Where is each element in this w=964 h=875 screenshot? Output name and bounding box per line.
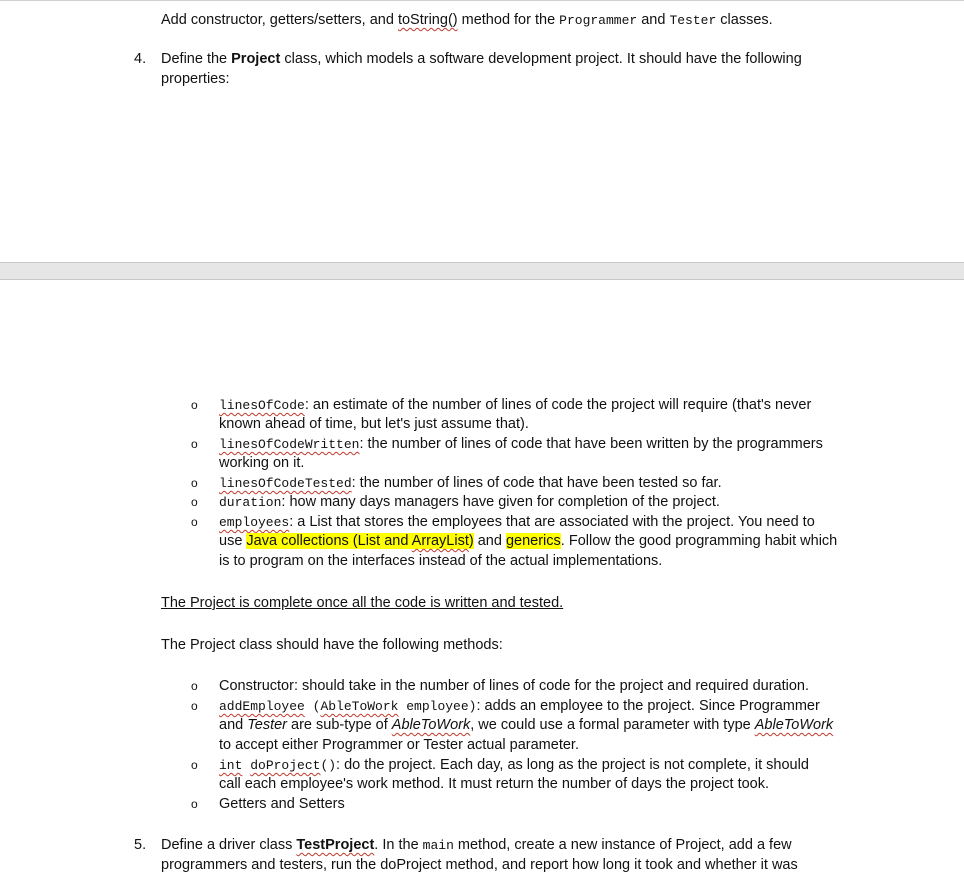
item-4-number: 4. [134, 51, 147, 67]
bullet-icon: o [191, 476, 198, 490]
page-break [0, 262, 964, 280]
method-add-employee-line3: to accept either Programmer or Tester actual parameter. [219, 737, 579, 753]
code-term: int [219, 758, 243, 773]
bullet-icon: o [191, 679, 198, 693]
code-term: linesOfCodeTested [219, 476, 352, 491]
item-4-line1 [161, 50, 802, 69]
property-duration [219, 493, 720, 512]
property-lines-of-code [219, 396, 811, 415]
text: use [219, 533, 247, 549]
item-5-number: 5. [134, 837, 147, 853]
method-add-employee-line2 [219, 716, 833, 735]
text: Define a driver class [161, 837, 297, 853]
text: method for the [457, 12, 560, 28]
bullet-icon: o [191, 797, 198, 811]
text: and [637, 12, 670, 28]
text: : the number of lines of code that have been written by the programmers [359, 436, 823, 452]
tester-code: Tester [669, 13, 717, 28]
text: : do the project. Each day, as long as the project is not complete, it should [336, 757, 809, 773]
bullet-icon: o [191, 398, 198, 412]
item-4-line2: properties: [161, 71, 230, 87]
text: . In the [374, 837, 423, 853]
property-employees-line2 [219, 532, 837, 551]
text: class, which models a software development project. It should have the following [280, 51, 802, 67]
item-5-line1 [161, 836, 792, 855]
bullet-icon: o [191, 495, 198, 509]
bullet-icon: o [191, 758, 198, 772]
text: and [219, 717, 248, 733]
text: : the number of lines of code that have been tested so far. [351, 475, 722, 491]
code-term: duration [219, 495, 282, 510]
code-term: doProject [250, 758, 321, 773]
text: : a List that stores the employees that are associated with the project. You need to [289, 514, 815, 530]
project-bold: Project [231, 51, 281, 67]
code-term: employee) [398, 699, 477, 714]
tester-italic: Tester [247, 717, 287, 733]
text: ) [468, 533, 474, 549]
text: : how many days managers have given for completion of the project. [281, 494, 720, 510]
bullet-icon: o [191, 515, 198, 529]
top-line [161, 11, 773, 30]
property-lines-written [219, 435, 823, 454]
highlight-generics: generics [505, 533, 561, 549]
tostring-term: toString() [397, 12, 458, 28]
code-term: addEmployee [219, 699, 305, 714]
text: : an estimate of the number of lines of code the project will require (that's never [304, 397, 812, 413]
property-employees [219, 513, 815, 532]
method-do-project-line2: call each employee's work method. It must return the number of days the project took. [219, 776, 770, 792]
text: classes. [716, 12, 773, 28]
arraylist-term: ArrayList [411, 533, 469, 549]
method-constructor: Constructor: should take in the number of lines of code for the project and required duration. [219, 678, 810, 694]
document-page-1 [0, 0, 964, 263]
testproject-bold: TestProject [296, 837, 375, 853]
abletowork-italic: AbleToWork [391, 717, 471, 733]
bullet-icon: o [191, 699, 198, 713]
code-term: linesOfCodeWritten [219, 437, 360, 452]
code-term: AbleToWork [320, 699, 399, 714]
complete-note: The Project is complete once all the code is written and tested. [161, 595, 564, 611]
method-add-employee [219, 697, 820, 716]
code-term: employees [219, 515, 290, 530]
property-lines-of-code-line2: known ahead of time, but let's just assume that). [219, 416, 529, 432]
text: are sub-type of [287, 717, 392, 733]
text: : adds an employee to the project. Since Programmer [476, 698, 820, 714]
text: method, create a new instance of Project, add a few [453, 837, 792, 853]
property-lines-written-line2: working on it. [219, 455, 305, 471]
text: Define the [161, 51, 232, 67]
text: Java collections (List and [246, 533, 412, 549]
code-term: () [320, 758, 337, 773]
item-5-line2: programmers and testers, run the doProject method, and report how long it took and whether it was [161, 857, 798, 873]
programmer-code: Programmer [559, 13, 638, 28]
main-code: main [422, 838, 454, 853]
text: . Follow the good programming habit which [560, 533, 838, 549]
text: Add constructor, getters/setters, and [161, 12, 398, 28]
text: and [473, 533, 506, 549]
code-term: linesOfCode [219, 398, 305, 413]
abletowork-italic: AbleToWork [754, 717, 834, 733]
property-employees-line3: is to program on the interfaces instead of the actual implementations. [219, 553, 663, 569]
property-lines-tested [219, 474, 722, 493]
code-term: ( [304, 699, 321, 714]
method-getters-setters: Getters and Setters [219, 796, 345, 812]
highlight-collections [246, 533, 473, 549]
bullet-icon: o [191, 437, 198, 451]
text: , we could use a formal parameter with type [470, 717, 755, 733]
method-do-project [219, 756, 809, 775]
methods-intro: The Project class should have the following methods: [161, 637, 503, 653]
